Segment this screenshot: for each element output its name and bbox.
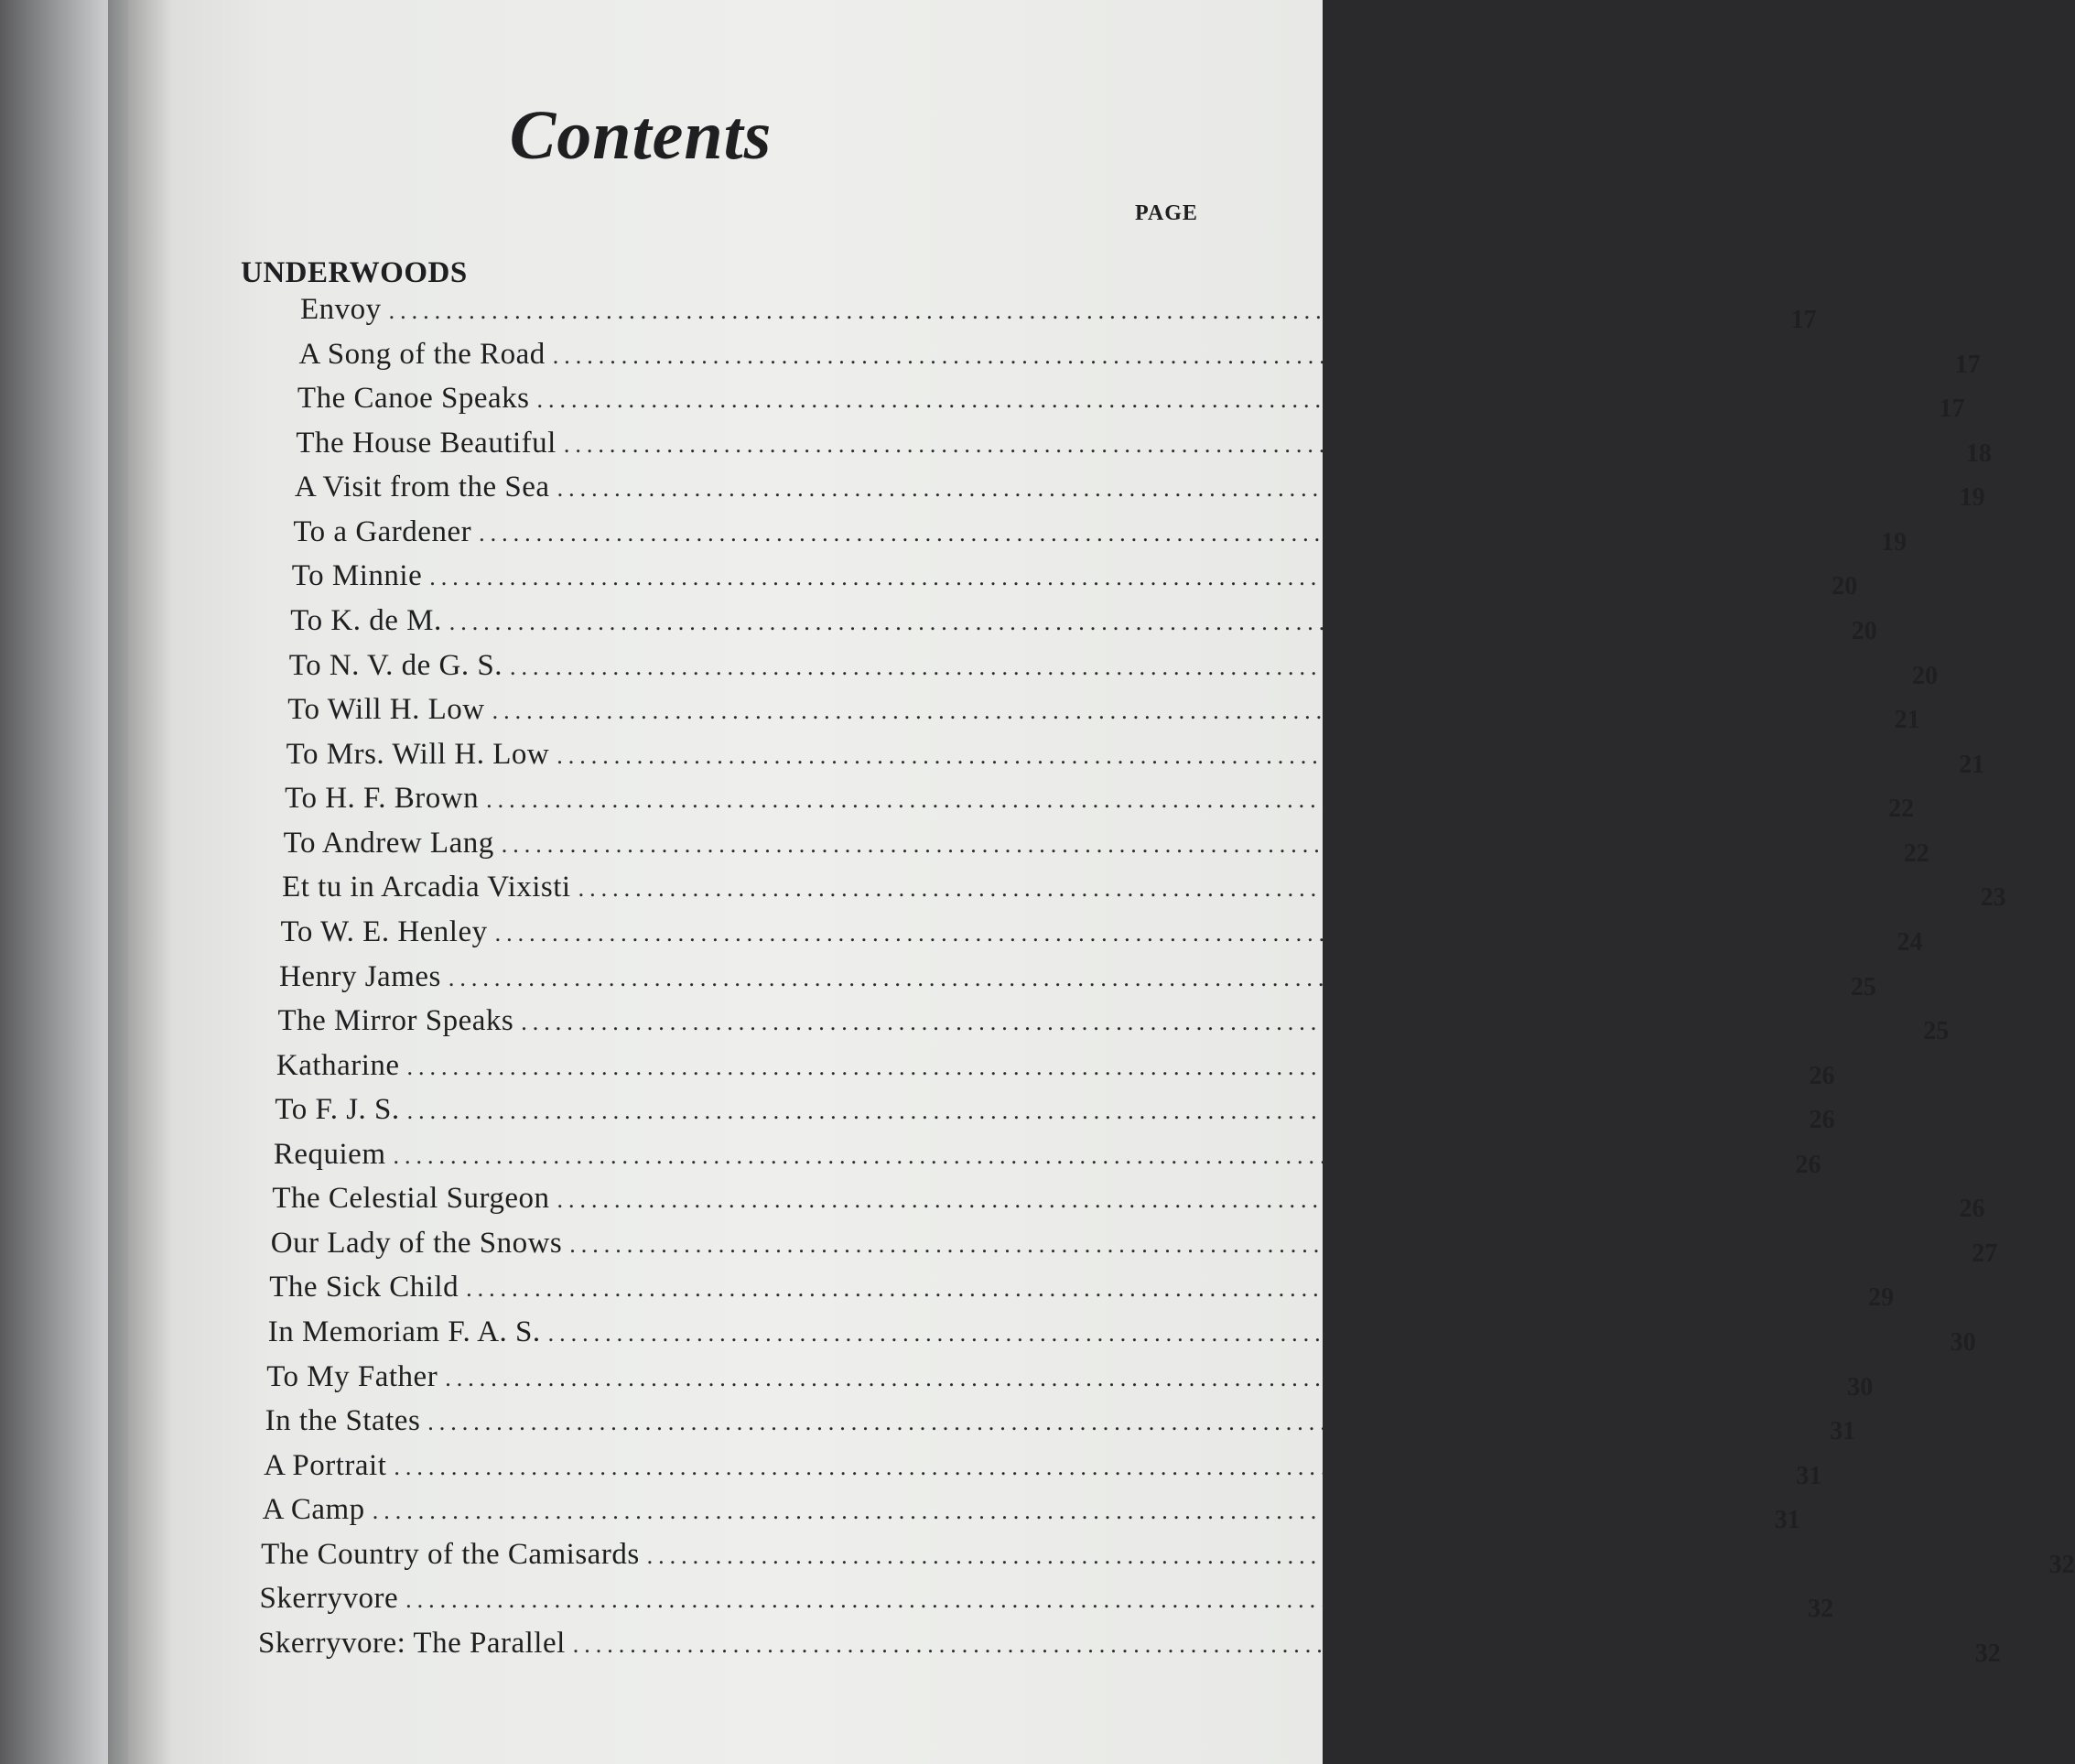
dot-leader: ........................................................................................................................ <box>646 1542 2020 1569</box>
dot-leader: ........................................................................................................................ <box>479 519 1853 547</box>
dot-leader: ........................................................................................................................ <box>466 1275 1840 1303</box>
dot-leader: ........................................................................................................................ <box>578 875 1951 903</box>
gutter-shadow <box>108 0 172 1764</box>
toc-entry-title: To K. de M. <box>290 603 442 637</box>
toc-entry-page-number: 32 <box>2048 1550 2075 1579</box>
toc-entry-page-number: 26 <box>1795 1150 1821 1179</box>
toc-entry <box>267 1315 1976 1358</box>
toc-entry <box>264 1448 1822 1490</box>
toc-entry-page-number: 21 <box>1894 706 1920 735</box>
toc-entry-page-number: 17 <box>1790 306 1817 334</box>
toc-entry-page-number: 22 <box>1903 839 1929 868</box>
toc-entry-title: Requiem <box>273 1137 386 1171</box>
dot-leader: ........................................................................................................................ <box>557 475 1930 503</box>
dot-leader: ........................................................................................................................ <box>393 1142 1767 1169</box>
toc-entry <box>262 1493 1800 1535</box>
dot-leader: ........................................................................................................................ <box>448 964 1821 991</box>
toc-entry-title: Our Lady of the Snows <box>270 1226 563 1260</box>
dot-leader: ........................................................................................................................ <box>492 698 1865 725</box>
toc-entry <box>272 1182 1985 1224</box>
toc-entry <box>288 648 1938 690</box>
toc-entry-page-number: 32 <box>1808 1595 1834 1624</box>
toc-entry-page-number: 21 <box>1959 750 1985 779</box>
toc-entry-page-number: 25 <box>1923 1017 1950 1046</box>
toc-entry-title: In the States <box>265 1404 421 1438</box>
toc-entry-title: Henry James <box>279 959 441 993</box>
toc-entry-page-number: 31 <box>1774 1506 1800 1535</box>
dot-leader: ........................................................................................................................ <box>445 1364 1819 1391</box>
toc-entry-page-number: 20 <box>1851 616 1877 645</box>
toc-entry <box>270 1226 1998 1268</box>
toc-entry <box>276 1048 1835 1090</box>
dot-leader: ........................................................................................................................ <box>429 564 1803 591</box>
toc-entry-title: In Memoriam F. A. S. <box>267 1315 541 1349</box>
dot-leader: ........................................................................................................................ <box>501 830 1875 858</box>
toc-entry-page-number: 20 <box>1832 572 1858 601</box>
toc-entry-title: To My Father <box>266 1359 438 1393</box>
toc-entry <box>273 1137 1821 1179</box>
dot-leader: ........................................................................................................................ <box>569 1230 1943 1258</box>
toc-entry-page-number: 25 <box>1850 972 1876 1001</box>
toc-entry-page-number: 17 <box>1954 350 1981 379</box>
toc-entry <box>283 826 1929 868</box>
toc-entry-page-number: 26 <box>1959 1195 1985 1224</box>
toc-entry-title: To Will H. Low <box>287 693 485 727</box>
toc-entry-title: To W. E. Henley <box>280 914 488 948</box>
toc-entry-title: A Visit from the Sea <box>294 471 550 504</box>
toc-entry-page-number: 29 <box>1868 1283 1895 1313</box>
toc-entry-page-number: 23 <box>1980 883 2006 913</box>
toc-entry-title: Et tu in Arcadia Vixisti <box>282 871 571 904</box>
toc-entry-title: To N. V. de G. S. <box>288 648 503 682</box>
toc-entry <box>298 337 1981 379</box>
toc-entry-page-number: 31 <box>1830 1417 1856 1446</box>
toc-entry-title: To a Gardener <box>293 514 472 548</box>
toc-entry <box>269 1271 1895 1313</box>
toc-entry <box>261 1537 2075 1579</box>
toc-entry-title: The Sick Child <box>269 1271 459 1304</box>
toc-entry <box>275 1093 1835 1135</box>
dot-leader: ........................................................................................................................ <box>405 1586 1779 1614</box>
toc-entry-page-number: 30 <box>1847 1372 1874 1401</box>
toc-entry-title: The Canoe Speaks <box>297 382 530 416</box>
dot-leader: ........................................................................................................................ <box>388 298 1762 324</box>
toc-entry-title: Envoy <box>300 293 382 326</box>
toc-entry-title: The Mirror Speaks <box>277 1004 514 1038</box>
toc-entry <box>265 1404 1856 1446</box>
toc-entry <box>285 782 1915 824</box>
toc-entry-title: To F. J. S. <box>275 1093 400 1127</box>
toc-entry-title: Skerryvore: The Parallel <box>258 1627 566 1660</box>
toc-entry-title: A Camp <box>262 1493 365 1527</box>
dot-leader: ........................................................................................................................ <box>563 430 1937 458</box>
dot-leader: ........................................................................................................................ <box>406 1053 1780 1080</box>
toc-entry <box>282 871 2006 913</box>
toc-entry <box>266 1359 1874 1401</box>
toc-entry-page-number: 26 <box>1809 1061 1835 1090</box>
toc-entry-title: To Andrew Lang <box>283 826 494 860</box>
toc-entry <box>286 737 1985 779</box>
dot-leader: ........................................................................................................................ <box>547 1320 1921 1347</box>
toc-entry <box>258 1627 2001 1668</box>
toc-entry-title: To Minnie <box>291 559 423 593</box>
toc-entry <box>297 382 1965 424</box>
dot-leader: ........................................................................................................................ <box>572 1631 1946 1658</box>
toc-entry-page-number: 30 <box>1950 1328 1976 1358</box>
dot-leader: ........................................................................................................................ <box>557 741 1930 769</box>
toc-entry-title: To Mrs. Will H. Low <box>286 737 550 771</box>
toc-entry-title: The Celestial Surgeon <box>272 1182 550 1216</box>
toc-entry <box>277 1004 1950 1046</box>
toc-entry-page-number: 22 <box>1888 795 1915 824</box>
dot-leader: ........................................................................................................................ <box>406 1098 1780 1125</box>
toc-entry-title: The Country of the Camisards <box>261 1537 640 1571</box>
toc-entry <box>259 1582 1834 1624</box>
toc-entry <box>293 514 1907 557</box>
toc-entry <box>287 693 1920 735</box>
toc-entry <box>280 914 1923 957</box>
dot-leader: ........................................................................................................................ <box>509 653 1883 680</box>
toc-entry-title: The House Beautiful <box>296 426 557 460</box>
toc-entry-page-number: 27 <box>1972 1239 1998 1268</box>
toc-entry-page-number: 18 <box>1965 438 1992 468</box>
toc-entry-page-number: 31 <box>1796 1461 1822 1490</box>
toc-entry-title: A Song of the Road <box>298 337 546 371</box>
dot-leader: ........................................................................................................................ <box>521 1009 1895 1036</box>
section-heading: UNDERWOODS <box>241 256 468 289</box>
toc-entry <box>300 293 1817 334</box>
toc-entry-page-number: 17 <box>1939 395 1965 424</box>
toc-entry-page-number: 20 <box>1911 661 1938 690</box>
dot-leader: ........................................................................................................................ <box>536 386 1910 414</box>
toc-entry-page-number: 32 <box>1974 1640 2001 1668</box>
toc-entry <box>294 471 1985 513</box>
toc-entry <box>291 559 1858 601</box>
dot-leader: ........................................................................................................................ <box>394 1453 1767 1480</box>
dot-leader: ........................................................................................................................ <box>486 786 1860 814</box>
toc-entry-page-number: 26 <box>1809 1106 1835 1135</box>
toc-entry <box>279 959 1876 1001</box>
dot-leader: ........................................................................................................................ <box>494 919 1868 947</box>
dot-leader: ........................................................................................................................ <box>427 1409 1801 1436</box>
dot-leader: ........................................................................................................................ <box>449 608 1822 635</box>
toc-entry <box>290 603 1877 645</box>
toc-entry-page-number: 24 <box>1897 927 1923 957</box>
dot-leader: ........................................................................................................................ <box>372 1498 1745 1525</box>
toc-entry-title: Katharine <box>276 1048 400 1082</box>
page-column-header: PAGE <box>1135 201 1198 225</box>
toc-entry <box>296 426 1992 468</box>
page-title: Contents <box>509 97 773 174</box>
toc-entry-title: Skerryvore <box>259 1582 399 1616</box>
dot-leader: ........................................................................................................................ <box>552 341 1926 369</box>
toc-entry-title: A Portrait <box>264 1448 387 1482</box>
toc-entry-page-number: 19 <box>1881 527 1907 557</box>
toc-entry-title: To H. F. Brown <box>285 782 480 816</box>
toc-entry-page-number: 19 <box>1959 483 1985 513</box>
dot-leader: ........................................................................................................................ <box>557 1186 1930 1214</box>
